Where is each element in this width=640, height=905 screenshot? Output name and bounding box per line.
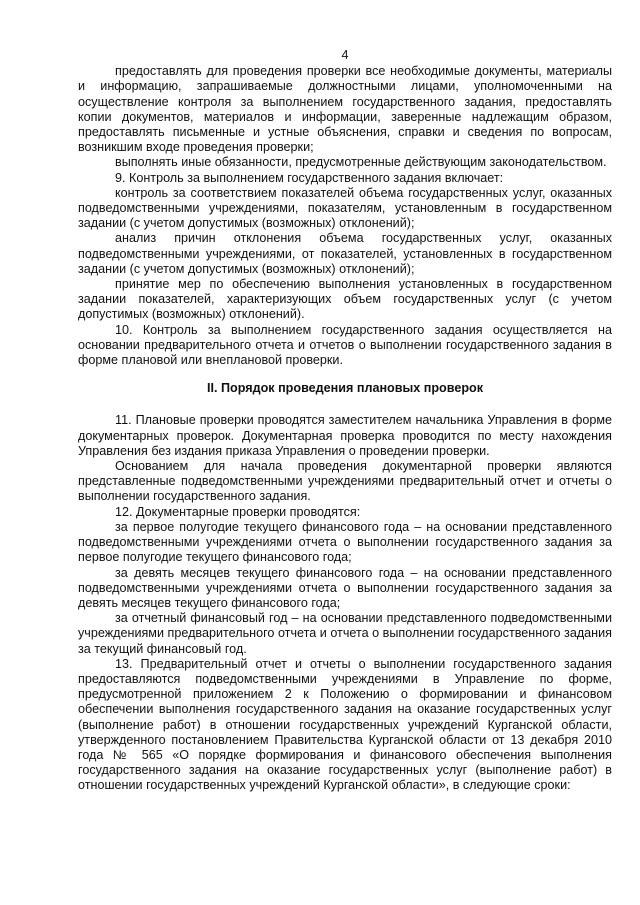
paragraph-reporting-year: за отчетный финансовый год – на основании представленного подведомственными учреждениями предварительного отчета и отчета о выполнении государственного задания за текущий финансовый год. [78,611,612,656]
page-number: 4 [341,48,349,62]
paragraph-first-half-year: за первое полугодие текущего финансового года – на основании представленного подведомственными учреждениями отчета о выполнении государственного задания за первое полугодие текущего финансового года; [78,519,612,565]
paragraph-provide-documents: предоставлять для проведения проверки все необходимые документы, материалы и информацию, запрашиваемые должностными лицами, уполномоченными на осуществление контроля за выполнением государственного задания, предоставлять копии документов, материалов и информации, заверенные надлежащим образом, предоставлять письменные и устные объяснения, справки и сведения по вопросам, возникшим входе проведения проверки; [78,64,612,155]
paragraph-12-inspections-held: 12. Документарные проверки проводятся: [115,504,361,519]
paragraph-10-control-basis: 10. Контроль за выполнением государственного задания осуществляется на основании предварительного отчета и отчетов о выполнении государственного задания в форме плановой или внеплановой проверки. [78,322,612,368]
document-page [78,48,612,794]
paragraph-9-control-includes: 9. Контроль за выполнением государственного задания включает: [115,170,504,185]
paragraph-other-duties: выполнять иные обязанности, предусмотренные действующим законодательством. [115,155,607,170]
paragraph-11-planned-inspections: 11. Плановые проверки проводятся заместителем начальника Управления в форме документарных проверок. Документарная проверка проводится по месту нахождения Управления без издания приказа Управления о проведении проверки. [78,413,612,458]
paragraph-measures: принятие мер по обеспечению выполнения установленных в государственном задании показателей, характеризующих объем государственных услуг (с учетом допустимых (возможных) отклонений). [78,277,612,322]
paragraph-inspection-grounds: Основанием для начала проведения документарной проверки являются представленные подведомственными учреждениями предварительный отчет и отчеты о выполнении государственного задания. [78,459,612,504]
section-heading: II. Порядок проведения плановых проверок [206,381,484,396]
paragraph-control-volume: контроль за соответствием показателей объема государственных услуг, оказанных подведомственными учреждениями, показателям, установленным в государственном задании (с учетом допустимых (возможных) отклонений); [78,185,612,231]
paragraph-nine-months: за девять месяцев текущего финансового года – на основании представленного подведомственными учреждениями отчета о выполнении государственного задания за девять месяцев текущего финансового года; [78,565,612,610]
paragraph-13-reports-submission: 13. Предварительный отчет и отчеты о выполнении государственного задания предоставляются подведомственными учреждениями в Управление по форме, предусмотренной приложением 2 к Положению о формировании и финансовом обеспечении выполнения государственного задания на оказание государственных услуг (выполнение работ) в отношении государственных учреждений Курганской области, утвержденного постановлением Правительства Курганской области от 13 декабря 2010 года № 565 «О порядке формирования и финансового обеспечения выполнения государственного задания на оказание государственных услуг (выполнение работ) в отношении государственных учреждений Курганской области», в следующие сроки: [78,656,612,793]
paragraph-deviation-analysis: анализ причин отклонения объема государственных услуг, оказанных подведомственными учреждениями, от показателей, установленных в государственном задании (с учетом допустимых (возможных) отклонений); [78,231,612,276]
